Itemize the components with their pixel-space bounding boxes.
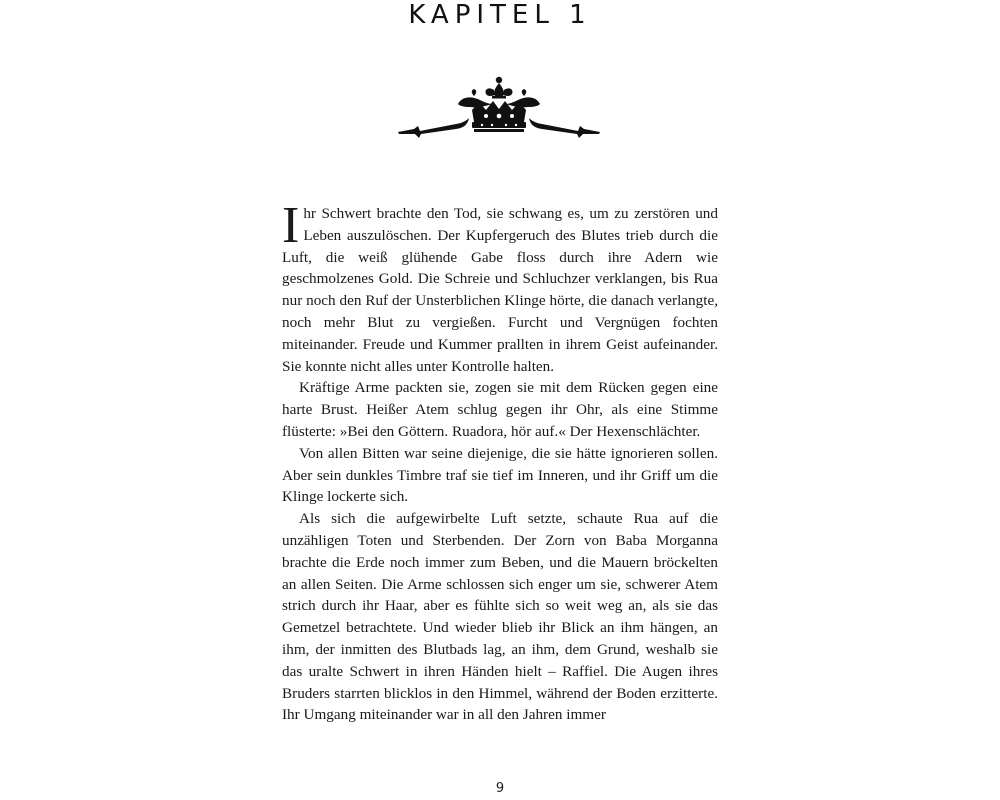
paragraph: Kräftige Arme packten sie, zogen sie mit dem Rücken gegen eine harte Brust. Heißer Atem schlug gegen ihr Ohr, als eine Stimme flüsterte: »Bei den Göttern. Ruadora, hör auf.« Der Hexenschlächter. — [282, 379, 718, 440]
drop-cap: I — [282, 197, 300, 254]
paragraph — [282, 197, 718, 377]
paragraph-text: hr Schwert brachte den Tod, sie schwang es, um zu zerstören und Leben auszulöschen. Der Kupfergeruch des Blutes trieb durch die Luft, die weiß glühende Gabe floss durch ihre Adern wie geschmolzenes Gold. Die Schreie und Schluchzer verklangen, bis Rua nur noch den Ruf der Unsterblichen Klinge hörte, die danach verlangte, noch mehr Blut zu vergießen. Furcht und Vergnügen fochten miteinander. Freude und Kummer prallten in ihrem Geist aufeinander. Sie konnte nicht alles unter Kontrolle halten. — [282, 205, 718, 375]
paragraph: Von allen Bitten war seine diejenige, die sie hätte ignorieren sollen. Aber sein dunkles Timbre traf sie tief im Inneren, und ihr Griff um die Klinge lockerte sich. — [282, 444, 718, 506]
chapter-title: KAPITEL 1 — [408, 0, 592, 30]
paragraph: Als sich die aufgewirbelte Luft setzte, schaute Rua auf die unzähligen Toten und Sterbenden. Der Zorn von Baba Morganna brachte die Erde noch immer zum Beben, und die Mauern bröckelten an allen Seiten. Die Arme schlossen sich enger um sie, schwerer Atem strich durch ihr Haar, aber es fühlte sich so weit weg an, als sie das Gemetzel betrachtete. Und wieder blieb ihr Blick an ihm hängen, an ihm, der inmitten des Blutbads lag, an ihm, dem Grund, weshalb sie das uralte Schwert in ihren Händen hielt – Raffiel. Die Augen ihres Bruders starrten blicklos in den Himmel, während der Boden erzitterte. Ihr Umgang miteinander war in all den Jahren immer — [282, 510, 718, 724]
page-number: 9 — [495, 781, 505, 796]
crown-ornament-icon — [396, 74, 602, 138]
chapter-body — [282, 197, 718, 726]
